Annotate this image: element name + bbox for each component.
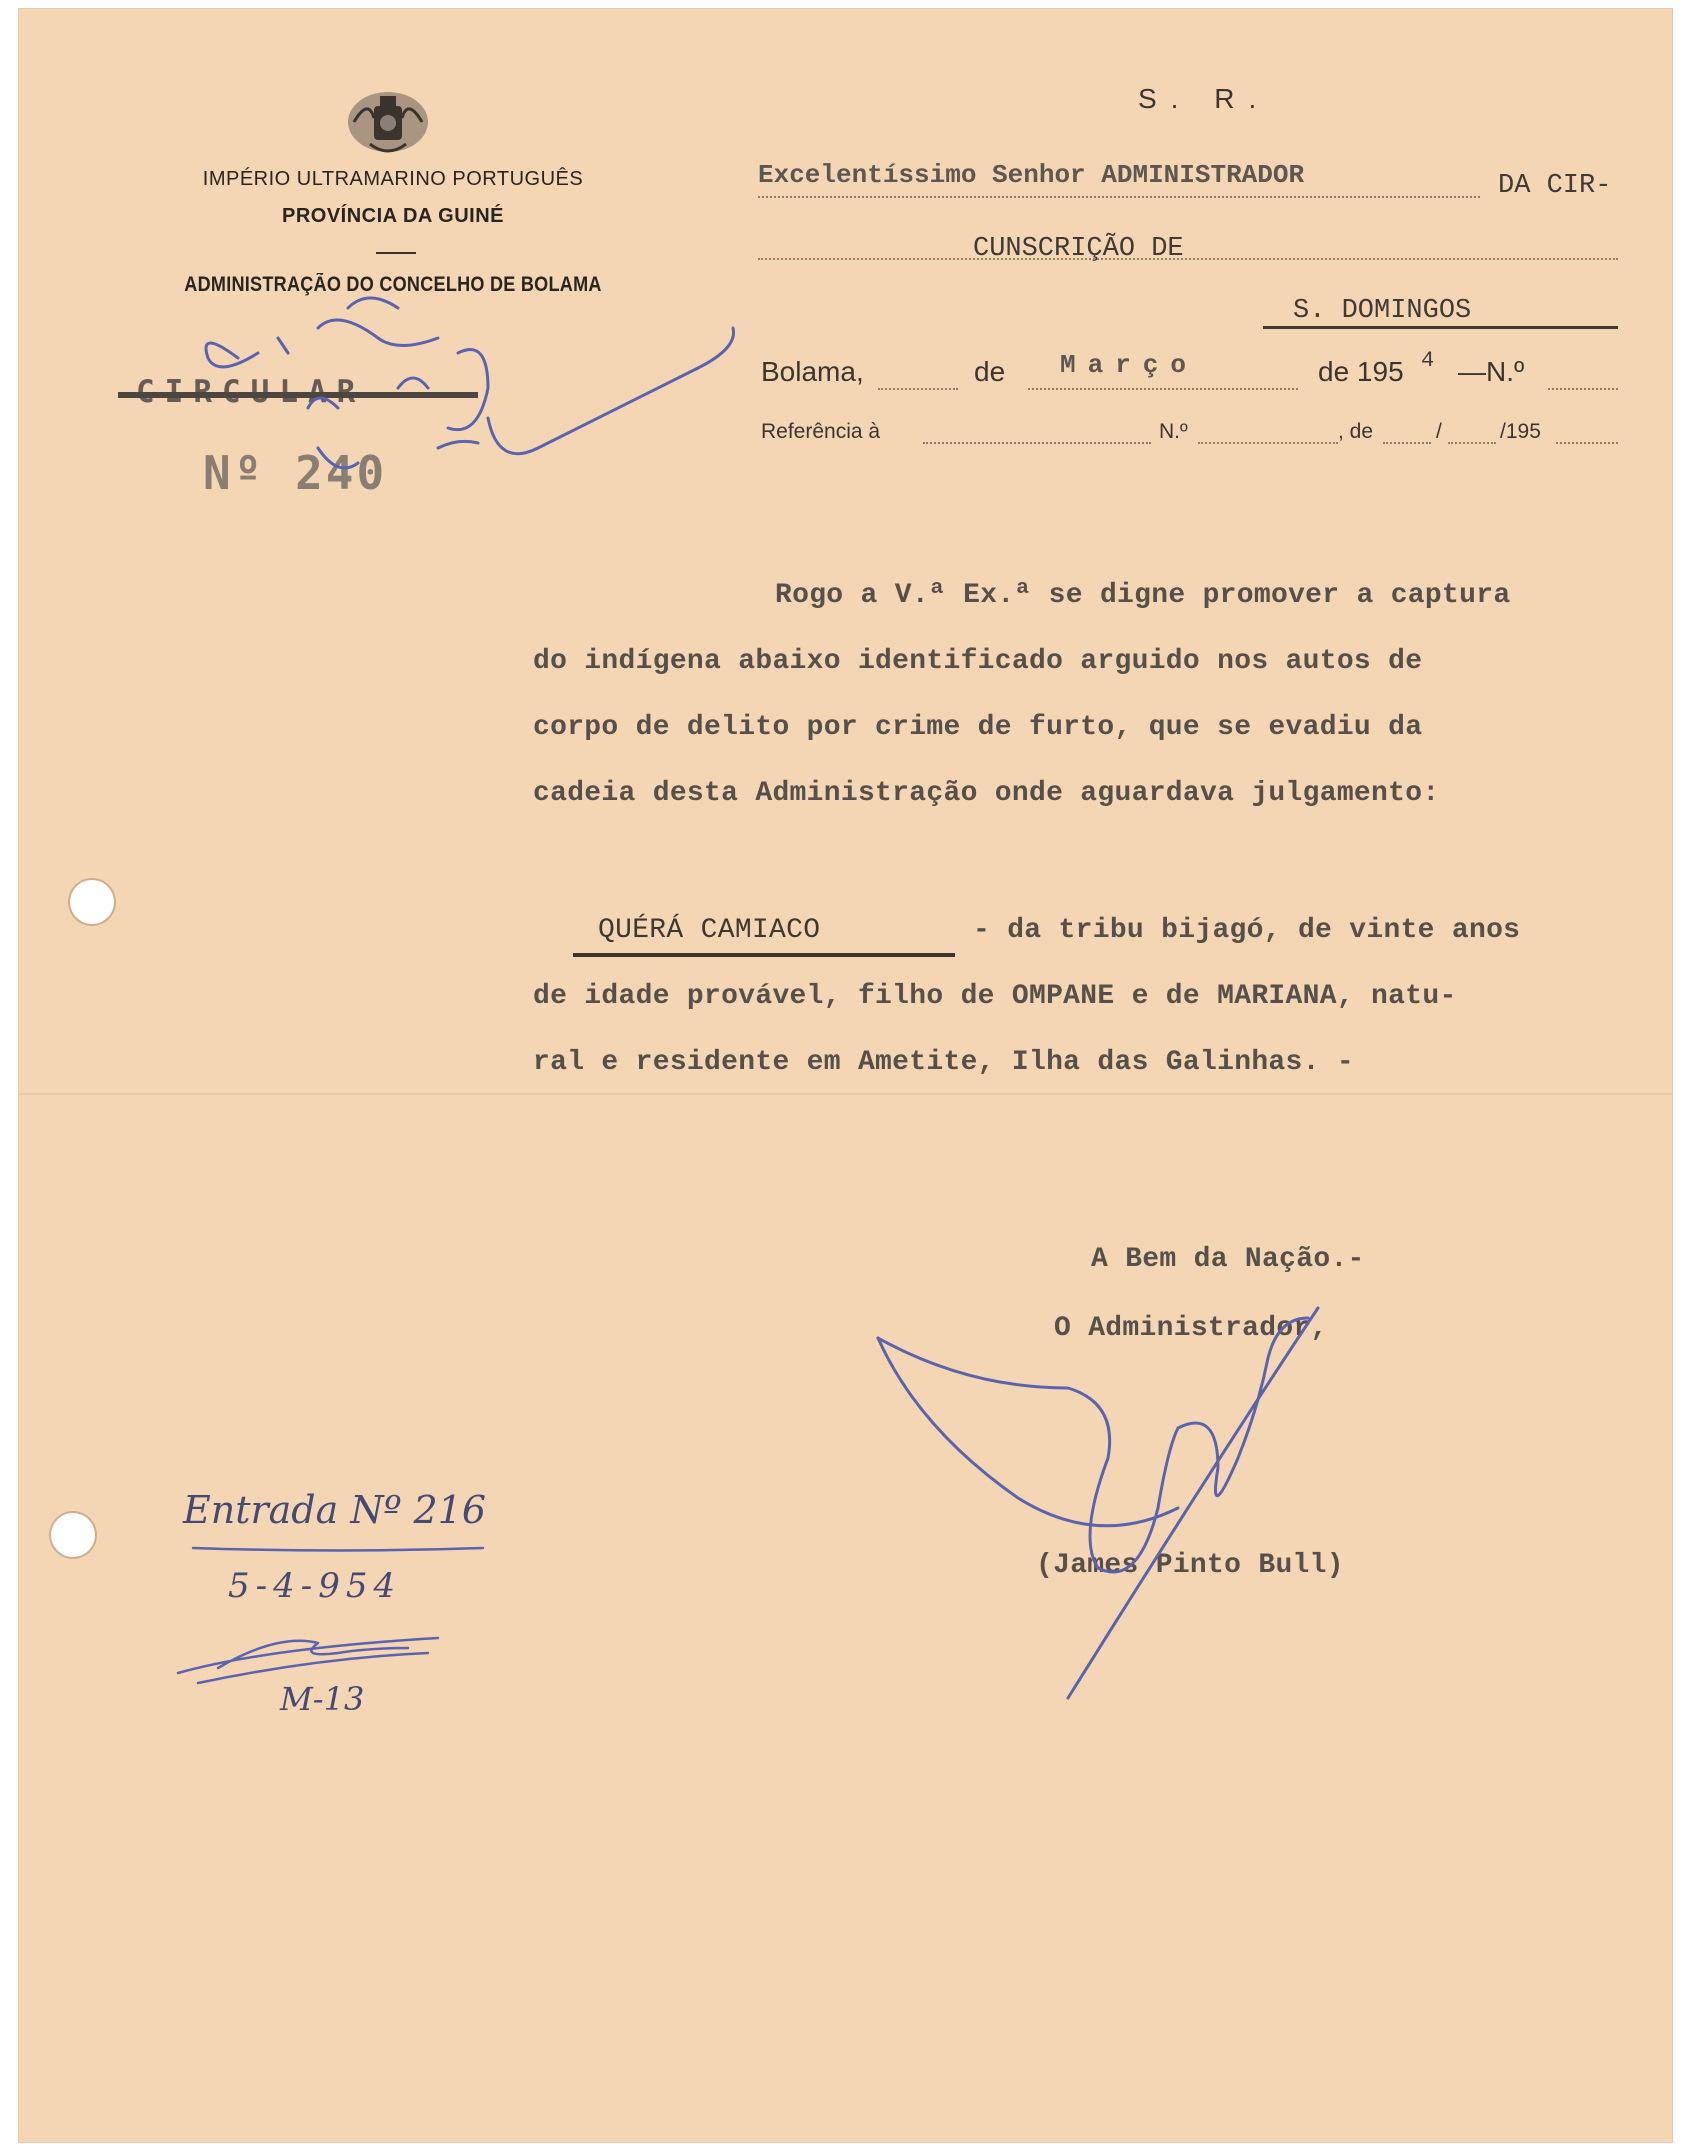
body-paragraph-2-line-3: ral e residente em Ametite, Ilha das Galinhas. - bbox=[533, 1047, 1354, 1078]
circular-number: Nº 240 bbox=[203, 446, 388, 500]
reference-label: Referência à bbox=[761, 420, 881, 443]
reference-de: , de bbox=[1338, 420, 1374, 443]
body-paragraph-1-line-2: do indígena abaixo identificado arguido nos autos de bbox=[533, 646, 1423, 677]
entrada-date: 5-4-954 bbox=[228, 1566, 402, 1606]
letterhead-province: PROVÍNCIA DA GUINÉ bbox=[282, 205, 504, 227]
reference-year: /195 bbox=[1500, 420, 1541, 443]
body-paragraph-1-line-3: corpo de delito por crime de furto, que se evadiu da bbox=[533, 712, 1423, 743]
letterhead-administration: ADMINISTRAÇÃO DO CONCELHO DE BOLAMA bbox=[184, 273, 602, 296]
closing-title: O Administrador, bbox=[1054, 1313, 1328, 1344]
signatory-name: (James Pinto Bull) bbox=[1036, 1550, 1344, 1581]
handwritten-scribbles bbox=[18, 8, 1673, 2143]
letterhead-empire: IMPÉRIO ULTRAMARINO PORTUGUÊS bbox=[202, 168, 584, 190]
address-recipient-cont: DA CIR- bbox=[1498, 171, 1612, 201]
entrada-annotation: Entrada Nº 216 bbox=[183, 1488, 487, 1532]
closing-salutation: A Bem da Nação.- bbox=[1091, 1244, 1365, 1275]
body-paragraph-2-line-1: - da tribu bijagó, de vinte anos bbox=[973, 915, 1521, 946]
dateline-de: de bbox=[974, 356, 1006, 387]
document-page bbox=[18, 8, 1673, 2143]
dateline-month: Março bbox=[1060, 350, 1199, 380]
body-paragraph-2-line-2: de idade provável, filho de OMPANE e de MARIANA, natu- bbox=[533, 981, 1457, 1012]
address-district: S. DOMINGOS bbox=[1293, 296, 1472, 326]
dateline-number-label: —N.º bbox=[1458, 356, 1525, 387]
body-paragraph-1-line-1: Rogo a V.ª Ex.ª se digne promover a captura bbox=[775, 580, 1511, 611]
reference-number-label: N.º bbox=[1159, 420, 1188, 443]
dateline-place: Bolama, bbox=[761, 356, 864, 387]
fugitive-name: QUÉRÁ CAMIACO bbox=[598, 915, 821, 946]
reference-slash: / bbox=[1436, 420, 1442, 443]
dateline-year-digit: 4 bbox=[1421, 348, 1435, 373]
body-paragraph-1-line-4: cadeia desta Administração onde aguardava julgamento: bbox=[533, 778, 1440, 809]
entrada-code: M-13 bbox=[280, 1680, 365, 1718]
dateline-year: de 195 bbox=[1318, 356, 1404, 387]
address-recipient: Excelentíssimo Senhor ADMINISTRADOR bbox=[758, 160, 1305, 190]
address-sr: S. R. bbox=[1138, 83, 1271, 114]
address-circumscription: CUNSCRIÇÃO DE bbox=[973, 234, 1184, 264]
